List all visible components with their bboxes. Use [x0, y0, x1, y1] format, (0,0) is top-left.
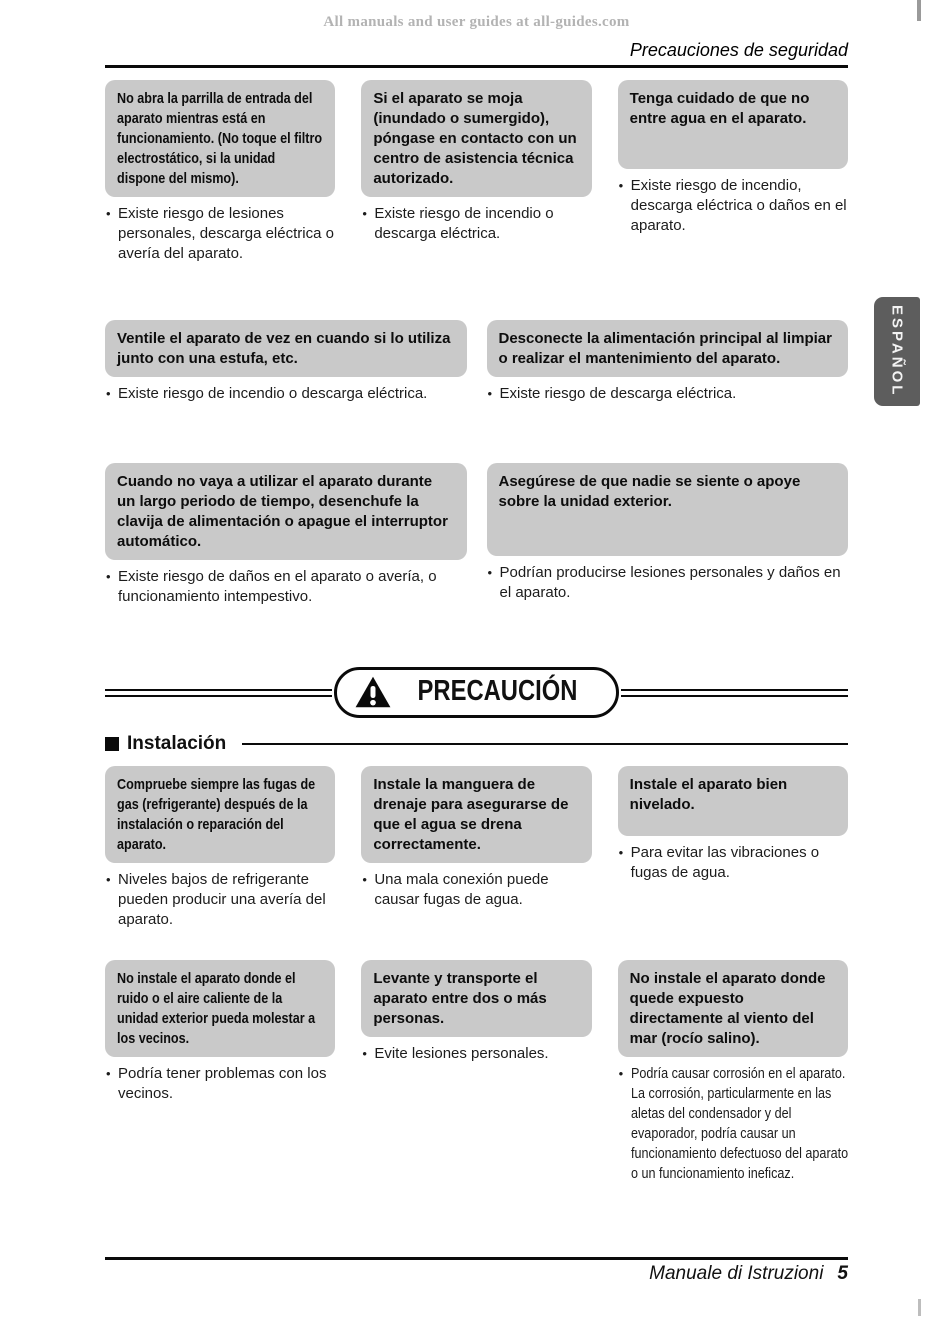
warning-header-box [487, 463, 849, 556]
installation-header-text: Instale el aparato bien nivelado. [629, 776, 788, 813]
installation-header-box [361, 766, 591, 863]
warning-card [105, 80, 335, 264]
warning-header-box [105, 463, 467, 560]
installation-bullet [618, 1064, 848, 1184]
warning-card [487, 463, 849, 607]
scan-artifact-bottom [918, 1299, 921, 1316]
caution-label: PRECAUCIÓN [417, 675, 577, 707]
warning-bullet: • Podrían producirse lesiones personales y daños en el aparato. [487, 563, 849, 603]
installation-bullet: • Para evitar las vibraciones o fugas de agua. [618, 843, 848, 883]
installation-bullet: • Una mala conexión puede causar fugas de agua. [361, 870, 591, 910]
caution-pill [334, 667, 620, 718]
warning-bullet: • Existe riesgo de incendio, descarga eléctrica o daños en el aparato. [618, 176, 848, 236]
installation-card [618, 766, 848, 930]
warning-header-text: Cuando no vaya a utilizar el aparato durante un largo periodo de tiempo, desenchufe la clavija de alimentación o apague el interruptor automático. [117, 473, 448, 550]
banner-rule-left [105, 689, 332, 697]
warning-card [487, 320, 849, 404]
installation-header-text: Compruebe siempre las fugas de gas (refrigerante) después de la instalación o reparación del aparato. [117, 776, 316, 853]
installation-header-text: Levante y transporte el aparato entre dos o más personas. [373, 970, 547, 1027]
installation-header-box [618, 960, 848, 1057]
warning-header-box [105, 80, 335, 197]
installation-card [618, 960, 848, 1184]
installation-card [105, 960, 335, 1184]
warning-triangle-icon [355, 676, 391, 708]
warning-bullet: • Existe riesgo de incendio o descarga eléctrica. [361, 204, 591, 244]
language-tab-espanol [874, 297, 920, 406]
installation-card [361, 766, 591, 930]
installation-section-header [105, 733, 848, 755]
installation-bullet: • Evite lesiones personales. [361, 1044, 591, 1064]
page-title: Precauciones de seguridad [629, 40, 848, 60]
installation-header-box [105, 960, 335, 1057]
warning-row-2 [105, 320, 848, 404]
installation-row-2 [105, 960, 848, 1184]
installation-header-text: Instale la manguera de drenaje para asegurarse de que el agua se drena correctamente. [373, 776, 569, 853]
warning-row-1 [105, 80, 848, 264]
warning-header-text: Asegúrese de que nadie se siente o apoye sobre la unidad exterior. [498, 473, 801, 510]
watermark-text: All manuals and user guides at all-guides.com [323, 14, 630, 30]
installation-bullet: • Podría tener problemas con los vecinos. [105, 1064, 335, 1104]
warning-header-box [105, 320, 467, 377]
warning-header-text: Si el aparato se moja (inundado o sumergido), póngase en contacto con un centro de asistencia técnica autorizado. [373, 90, 577, 187]
caution-banner [105, 667, 848, 718]
installation-header-box [361, 960, 591, 1037]
warning-card [105, 463, 467, 607]
warning-bullet: • Existe riesgo de incendio o descarga eléctrica. [105, 384, 467, 404]
installation-card [105, 766, 335, 930]
installation-header-box [105, 766, 335, 863]
banner-rule-right [621, 689, 848, 697]
installation-row-1 [105, 766, 848, 930]
warning-header-box [618, 80, 848, 169]
warning-header-text: No abra la parrilla de entrada del aparato mientras está en funcionamiento. (No toque el filtro electrostático, si la unidad dispone del mismo). [117, 90, 323, 187]
installation-header-text: No instale el aparato donde el ruido o el aire caliente de la unidad exterior pueda molestar a los vecinos. [117, 970, 316, 1047]
installation-rule [242, 743, 848, 745]
warning-card [361, 80, 591, 264]
warning-bullet: • Existe riesgo de lesiones personales, descarga eléctrica o avería del aparato. [105, 204, 335, 264]
installation-header-text: No instale el aparato donde quede expuesto directamente al viento del mar (rocío salino). [629, 970, 826, 1047]
warning-header-box [487, 320, 849, 377]
warning-header-text: Ventile el aparato de vez en cuando si lo utiliza junto con una estufa, etc. [117, 330, 451, 367]
installation-card [361, 960, 591, 1184]
warning-bullet: • Existe riesgo de daños en el aparato o avería, o funcionamiento intempestivo. [105, 567, 467, 607]
warning-header-box [361, 80, 591, 197]
language-tab-label: ESPAÑOL [888, 305, 906, 398]
warning-header-text: Desconecte la alimentación principal al limpiar o realizar el mantenimiento del aparato. [498, 330, 832, 367]
installation-bullet-text: • Podría causar corrosión en el aparato. La corrosión, particularmente en las aletas del condensador y del evaporador, podría causar un funcionamiento defectuoso del aparato o un funcionamiento ineficaz. [630, 1065, 848, 1182]
header-rule [105, 65, 848, 68]
warning-card [105, 320, 467, 404]
installation-header-box [618, 766, 848, 836]
warning-header-text: Tenga cuidado de que no entre agua en el aparato. [629, 90, 810, 127]
footer-title: Manuale di Istruzioni [649, 1263, 824, 1284]
installation-title: Instalación [127, 733, 227, 754]
page-number: 5 [837, 1263, 848, 1284]
installation-bullet: • Niveles bajos de refrigerante pueden producir una avería del aparato. [105, 870, 335, 930]
scan-artifact-top [917, 0, 921, 21]
warning-row-3 [105, 463, 848, 607]
warning-bullet: • Existe riesgo de descarga eléctrica. [487, 384, 849, 404]
square-bullet-icon [105, 737, 119, 751]
page-footer [105, 1257, 848, 1285]
warning-card [618, 80, 848, 264]
